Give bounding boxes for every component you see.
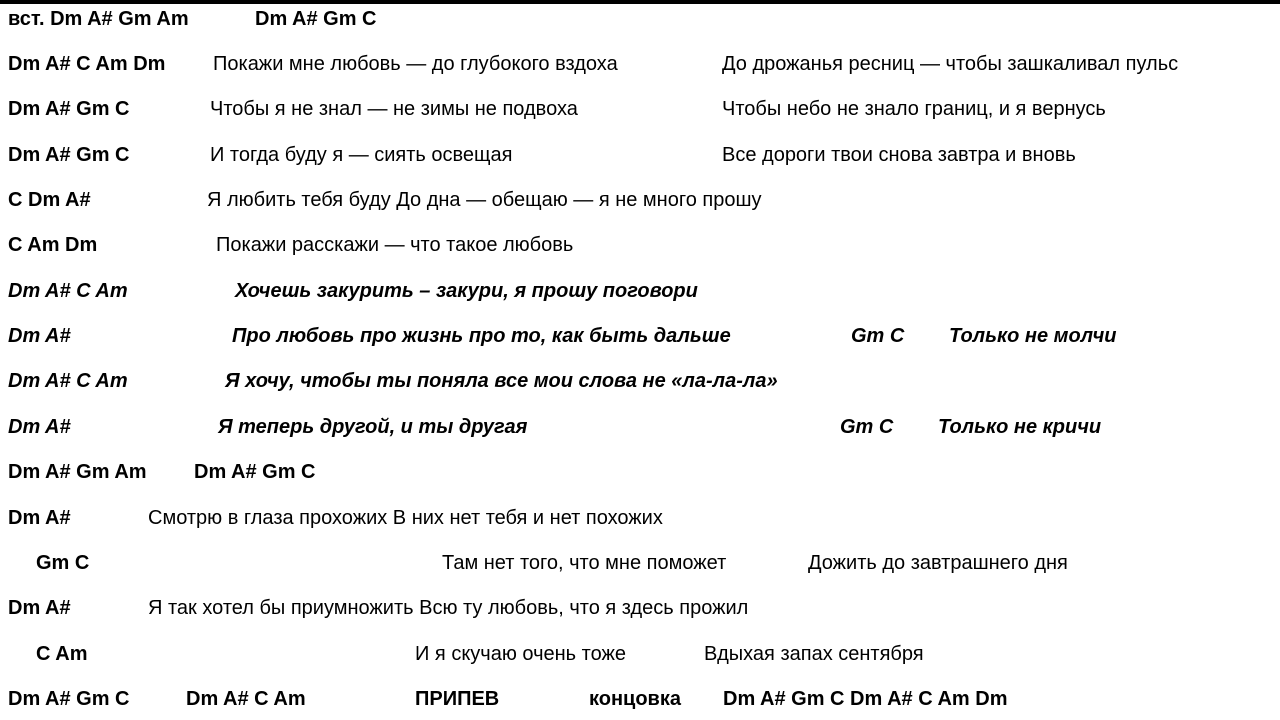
chorus-line — [0, 274, 1280, 308]
lyric-text: Все дороги твои снова завтра и вновь — [722, 144, 1076, 166]
chord-group: Dm A# Gm C — [8, 144, 130, 166]
verse-line — [0, 92, 1280, 126]
chord-group: Dm A# Gm Am — [8, 461, 147, 483]
verse-line — [0, 138, 1280, 172]
chord-group: C Am — [36, 643, 88, 665]
chord-group: Dm A# C Am — [8, 370, 128, 392]
verse-line — [0, 501, 1280, 535]
chord-group: Dm A# C Am — [186, 688, 306, 710]
chord-group: Dm A# Gm C — [8, 98, 130, 120]
lyric-text: Чтобы небо не знало границ, и я вернусь — [722, 98, 1106, 120]
chorus-lyric: Я теперь другой, и ты другая — [218, 416, 528, 438]
lyric-text: Я так хотел бы приумножить Всю ту любовь, что я здесь прожил — [148, 597, 749, 619]
chord-group: Dm A# — [8, 416, 71, 438]
lyric-text: Смотрю в глаза прохожих В них нет тебя и нет похожих — [148, 507, 663, 529]
chorus-lyric: Только не молчи — [949, 325, 1117, 347]
section-label-ending: концовка — [589, 688, 681, 710]
chorus-line — [0, 410, 1280, 444]
lyric-text: Чтобы я не знал — не зимы не подвоха — [210, 98, 578, 120]
chord-group: Dm A# Gm C Dm A# C Am Dm — [723, 688, 1008, 710]
lyric-text: И тогда буду я — сиять освещая — [210, 144, 513, 166]
lyric-text: Там нет того, что мне поможет — [442, 552, 727, 574]
section-label-chorus: ПРИПЕВ — [415, 688, 500, 710]
lyric-text: Я любить тебя буду До дна — обещаю — я не много прошу — [207, 189, 762, 211]
verse-line — [0, 228, 1280, 262]
interlude-line — [0, 455, 1280, 489]
chorus-line — [0, 364, 1280, 398]
chorus-lyric: Хочешь закурить – закури, я прошу поговори — [235, 280, 698, 302]
lyric-text: И я скучаю очень тоже — [415, 643, 626, 665]
verse-line — [0, 546, 1280, 580]
chord-group: вст. Dm A# Gm Am — [8, 8, 189, 30]
chorus-lyric: Я хочу, чтобы ты поняла все мои слова не «ла-ла-ла» — [225, 370, 778, 392]
verse-line — [0, 47, 1280, 81]
lyric-text: Дожить до завтрашнего дня — [808, 552, 1068, 574]
lyric-text: До дрожанья ресниц — чтобы зашкаливал пульс — [722, 53, 1179, 75]
chorus-lyric: Только не кричи — [938, 416, 1102, 438]
verse-line — [0, 637, 1280, 671]
chord-group: C Dm A# — [8, 189, 91, 211]
chord-group: Dm A# — [8, 597, 71, 619]
chord-group: Dm A# Gm C — [255, 8, 377, 30]
intro-line — [0, 2, 1280, 36]
chorus-lyric: Про любовь про жизнь про то, как быть дальше — [232, 325, 731, 347]
chord-group: C Am Dm — [8, 234, 98, 256]
chord-group: Dm A# C Am Dm — [8, 53, 166, 75]
lyric-text: Покажи расскажи — что такое любовь — [216, 234, 574, 256]
lyric-text: Покажи мне любовь — до глубокого вздоха — [213, 53, 618, 75]
chord-group: Gm C — [36, 552, 90, 574]
chord-group: Dm A# C Am — [8, 280, 128, 302]
chord-group: Dm A# — [8, 325, 71, 347]
ending-line — [0, 682, 1280, 716]
chord-group: Gm C — [851, 325, 905, 347]
lyric-text: Вдыхая запах сентября — [704, 643, 924, 665]
chorus-line — [0, 319, 1280, 353]
chord-group: Dm A# Gm C — [194, 461, 316, 483]
chord-group: Dm A# — [8, 507, 71, 529]
chord-group: Gm C — [840, 416, 894, 438]
chord-group: Dm A# Gm C — [8, 688, 130, 710]
verse-line — [0, 183, 1280, 217]
verse-line — [0, 591, 1280, 625]
